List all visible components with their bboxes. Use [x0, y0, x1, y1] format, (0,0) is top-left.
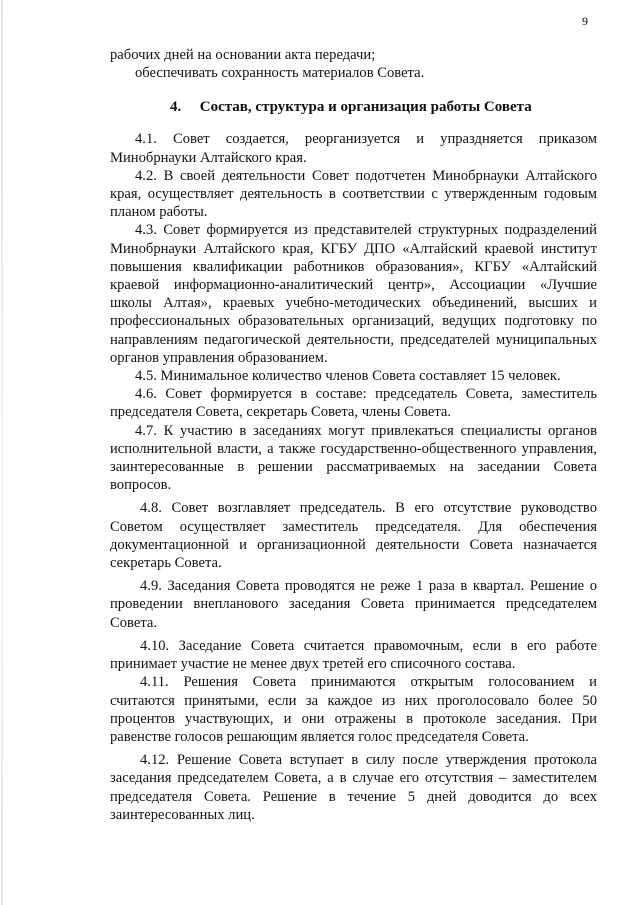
- section-heading: [110, 98, 597, 116]
- paragraph-4-12: 4.12. Решение Совета вступает в силу после утверждения протокола заседания председателем Совета, а в случае его отсутствия – заместителем председателя Совета. Решение в течение 5 дней доводится до всех заинтересованных лиц.: [110, 752, 597, 823]
- document-body: [110, 46, 597, 824]
- paragraph-4-8: 4.8. Совет возглавляет председатель. В его отсутствие руководство Советом осуществляет заместитель председателя. Для обеспечения документационной и организационной деятельности Совета назначается секретарь Совета.: [110, 500, 597, 572]
- paragraph-4-9: 4.9. Заседания Совета проводятся не реже 1 раза в квартал. Решение о проведении внепланового заседания Совета принимается председателем Совета.: [110, 578, 597, 631]
- paragraph-4-2: 4.2. В своей деятельности Совет подотчетен Минобрнауки Алтайского края, осуществляет деятельность в соответствии с утвержденным годовым планом работы.: [110, 167, 597, 221]
- paragraph-4-3: 4.3. Совет формируется из представителей структурных подразделений Минобрнауки Алтайского края, КГБУ ДПО «Алтайский краевой институт повышения квалификации работников образования», КГБУ «Алтайский краевой информационно-аналитический центр», Ассоциации «Лучшие школы Алтая», краевых учебно-методических объединений, высших и профессиональных образовательных организаций, ведущих подготовку по направлениям педагогической деятельности, председателей муниципальных органов управления образованием.: [110, 222, 597, 366]
- paragraph-4-5: 4.5. Минимальное количество членов Совета составляет 15 человек.: [135, 368, 561, 385]
- scan-edge: [1, 0, 3, 905]
- paragraph-4-1: 4.1. Совет создается, реорганизуется и упраздняется приказом Минобрнауки Алтайского края.: [110, 131, 597, 166]
- continuation-line-2: обеспечивать сохранность материалов Совета.: [135, 65, 425, 82]
- section-number: 4.: [170, 99, 182, 116]
- section-title: Состав, структура и организация работы Совета: [199, 99, 532, 116]
- paragraph-4-7: 4.7. К участию в заседаниях могут привлекаться специалисты органов исполнительной власти, а также государственно-общественного управления, заинтересованные в решении рассматриваемых на заседании Совета вопросов.: [110, 422, 597, 494]
- paragraph-4-6: 4.6. Совет формируется в составе: председатель Совета, заместитель председателя Совета, секретарь Совета, члены Совета.: [110, 386, 597, 421]
- page-number: 9: [582, 14, 588, 28]
- paragraph-4-10: 4.10. Заседание Совета считается правомочным, если в его работе принимает участие не менее двух третей его списочного состава.: [110, 637, 597, 673]
- paragraph-4-11: 4.11. Решения Совета принимаются открытым голосованием и считаются принятыми, если за каждое из них проголосовало более 50 процентов участвующих, и они отражены в протоколе заседания. При равенстве голосов решающим является голос председателя Совета.: [110, 674, 597, 745]
- continuation-line-1: рабочих дней на основании акта передачи;: [110, 47, 376, 63]
